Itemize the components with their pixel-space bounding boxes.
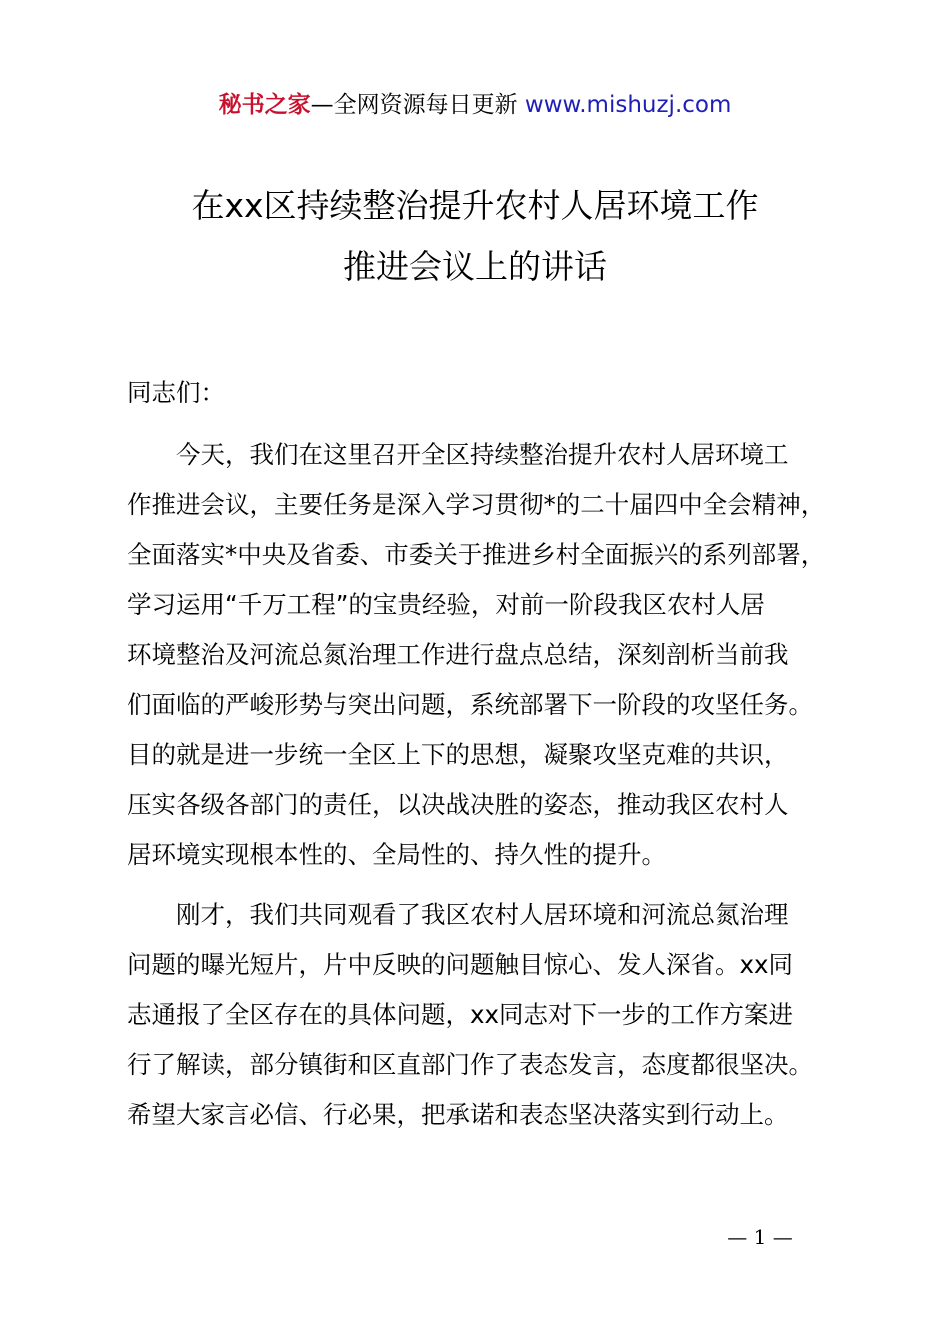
paragraph-line: 居环境实现根本性的、全局性的、持久性的提升。 <box>127 840 666 869</box>
paragraph-line: 们面临的严峻形势与突出问题，系统部署下一阶段的攻坚任务。 <box>127 690 813 719</box>
paragraph-line: 行了解读，部分镇街和区直部门作了表态发言，态度都很坚决。 <box>127 1050 813 1079</box>
website-link[interactable]: www.mishuzj.com <box>524 92 732 118</box>
site-header <box>0 88 950 122</box>
paragraph-line: 作推进会议，主要任务是深入学习贯彻*的二十届四中全会精神， <box>127 490 826 519</box>
paragraph-line: 压实各级各部门的责任，以决战决胜的姿态，推动我区农村人 <box>127 790 789 819</box>
brand-name: 秘书之家 <box>218 92 311 118</box>
paragraph-line: 希望大家言必信、行必果，把承诺和表态坚决落实到行动上。 <box>127 1100 789 1129</box>
document-title-line-1: 在xx区持续整治提升农村人居环境工作 <box>191 186 759 225</box>
paragraph-line: 目的就是进一步统一全区上下的思想，凝聚攻坚克难的共识， <box>127 740 789 769</box>
page-number: — 1 — <box>727 1225 793 1249</box>
paragraph-line: 学习运用“千万工程”的宝贵经验，对前一阶段我区农村人居 <box>127 590 765 619</box>
header-tagline: —全网资源每日更新 <box>310 92 518 118</box>
paragraph-1 <box>127 430 862 880</box>
paragraph-line: 全面落实*中央及省委、市委关于推进乡村全面振兴的系列部署， <box>127 540 826 569</box>
paragraph-line: 刚才，我们共同观看了我区农村人居环境和河流总氮治理 <box>176 900 789 929</box>
salutation: 同志们： <box>127 378 225 407</box>
paragraph-line: 问题的曝光短片，片中反映的问题触目惊心、发人深省。xx同 <box>127 950 793 979</box>
paragraph-line: 环境整治及河流总氮治理工作进行盘点总结，深刻剖析当前我 <box>127 640 789 669</box>
paragraph-line: 志通报了全区存在的具体问题，xx同志对下一步的工作方案进 <box>127 1000 793 1029</box>
paragraph-2 <box>127 890 862 1140</box>
paragraph-line: 今天，我们在这里召开全区持续整治提升农村人居环境工 <box>176 440 789 469</box>
document-title-line-2: 推进会议上的讲话 <box>343 247 607 286</box>
